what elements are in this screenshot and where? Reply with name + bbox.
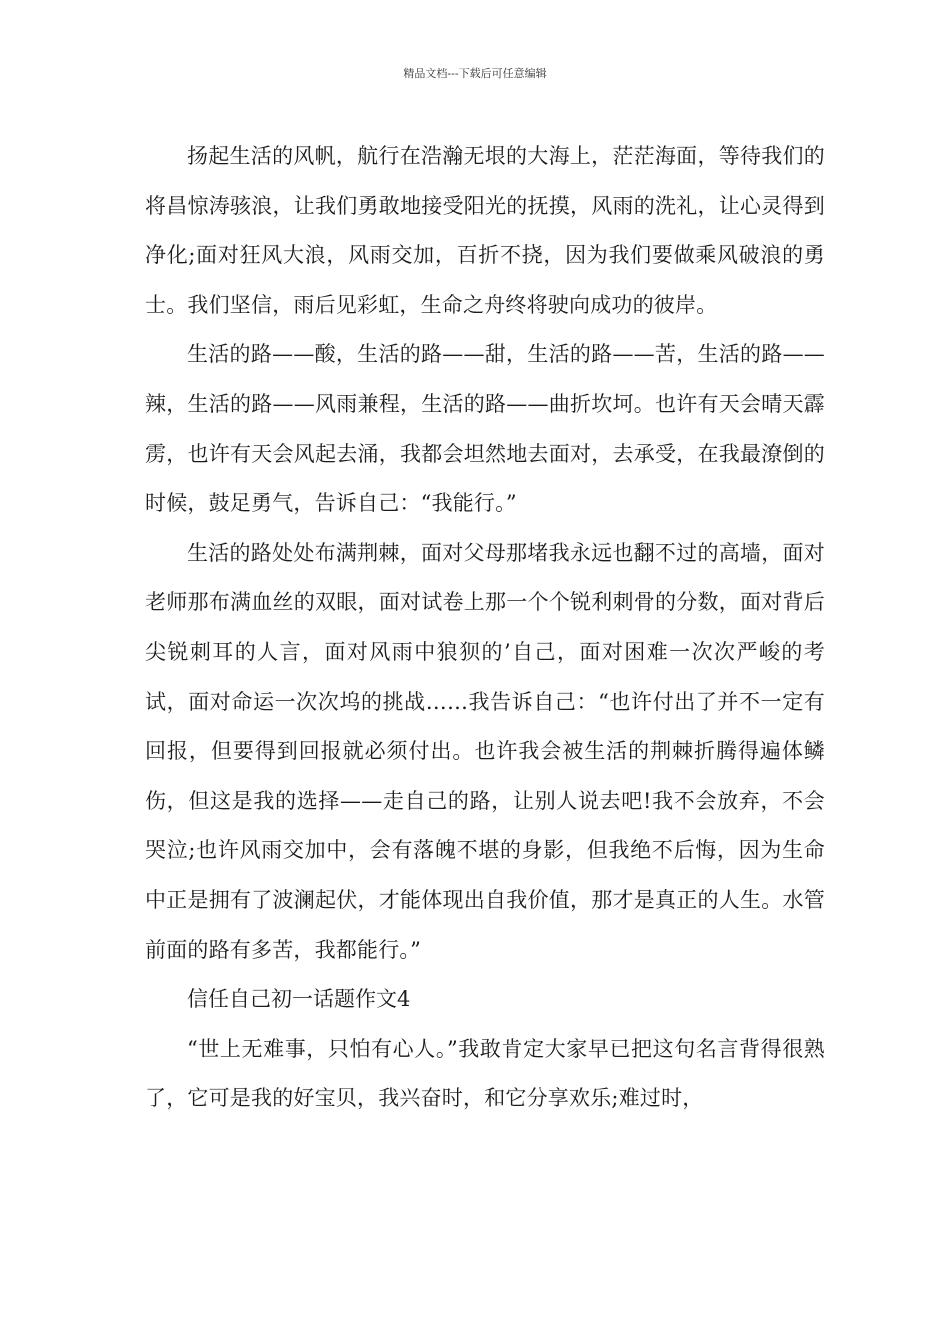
paragraph-3: 生活的路处处布满荆棘，面对父母那堵我永远也翻不过的高墙，面对老师那布满血丝的双眼，面对试卷上那一个个锐利刺骨的分数，面对背后尖锐刺耳的人言，面对风雨中狼狈的’自己，面对困难一次次严峻的考试，面对命运一次次坞的挑战……我告诉自己：“也许付出了并不一定有回报，但要得到回报就必须付出。也许我会被生活的荆棘折腾得遍体鳞伤，但这是我的选择——走自己的路，让别人说去吧!我不会放弃，不会哭泣;也许风雨交加中，会有落魄不堪的身影，但我绝不后悔，因为生命中正是拥有了波澜起伏，才能体现出自我价值，那才是真正的人生。水管前面的路有多苦，我都能行。” [145, 540, 825, 962]
paragraph-1: 扬起生活的风帆，航行在浩瀚无垠的大海上，茫茫海面，等待我们的将昌惊涛骇浪，让我们勇敢地接受阳光的抚摸，风雨的洗礼，让心灵得到净化;面对狂风大浪，风雨交加，百折不挠，因为我们要做乘风破浪的勇士。我们坚信，雨后见彩虹，生命之舟终将驶向成功的彼岸。 [145, 144, 825, 317]
paragraph-2: 生活的路——酸，生活的路——甜，生活的路——苦，生活的路——辣，生活的路——风雨兼程，生活的路——曲折坎坷。也许有天会晴天霹雳，也许有天会风起去涌，我都会坦然地去面对，去承受，在我最潦倒的时候，鼓足勇气，告诉自己：“我能行。” [145, 342, 825, 516]
page-header: 精品文档---下载后可任意编辑 [403, 67, 547, 80]
paragraph-4: “世上无难事，只怕有心人。”我敢肯定大家早已把这句名言背得很熟了，它可是我的好宝贝，我兴奋时，和它分享欢乐;难过时， [145, 1036, 825, 1111]
document-body [145, 132, 825, 1124]
section-heading: 信任自己初一话题作文4 [187, 987, 411, 1012]
